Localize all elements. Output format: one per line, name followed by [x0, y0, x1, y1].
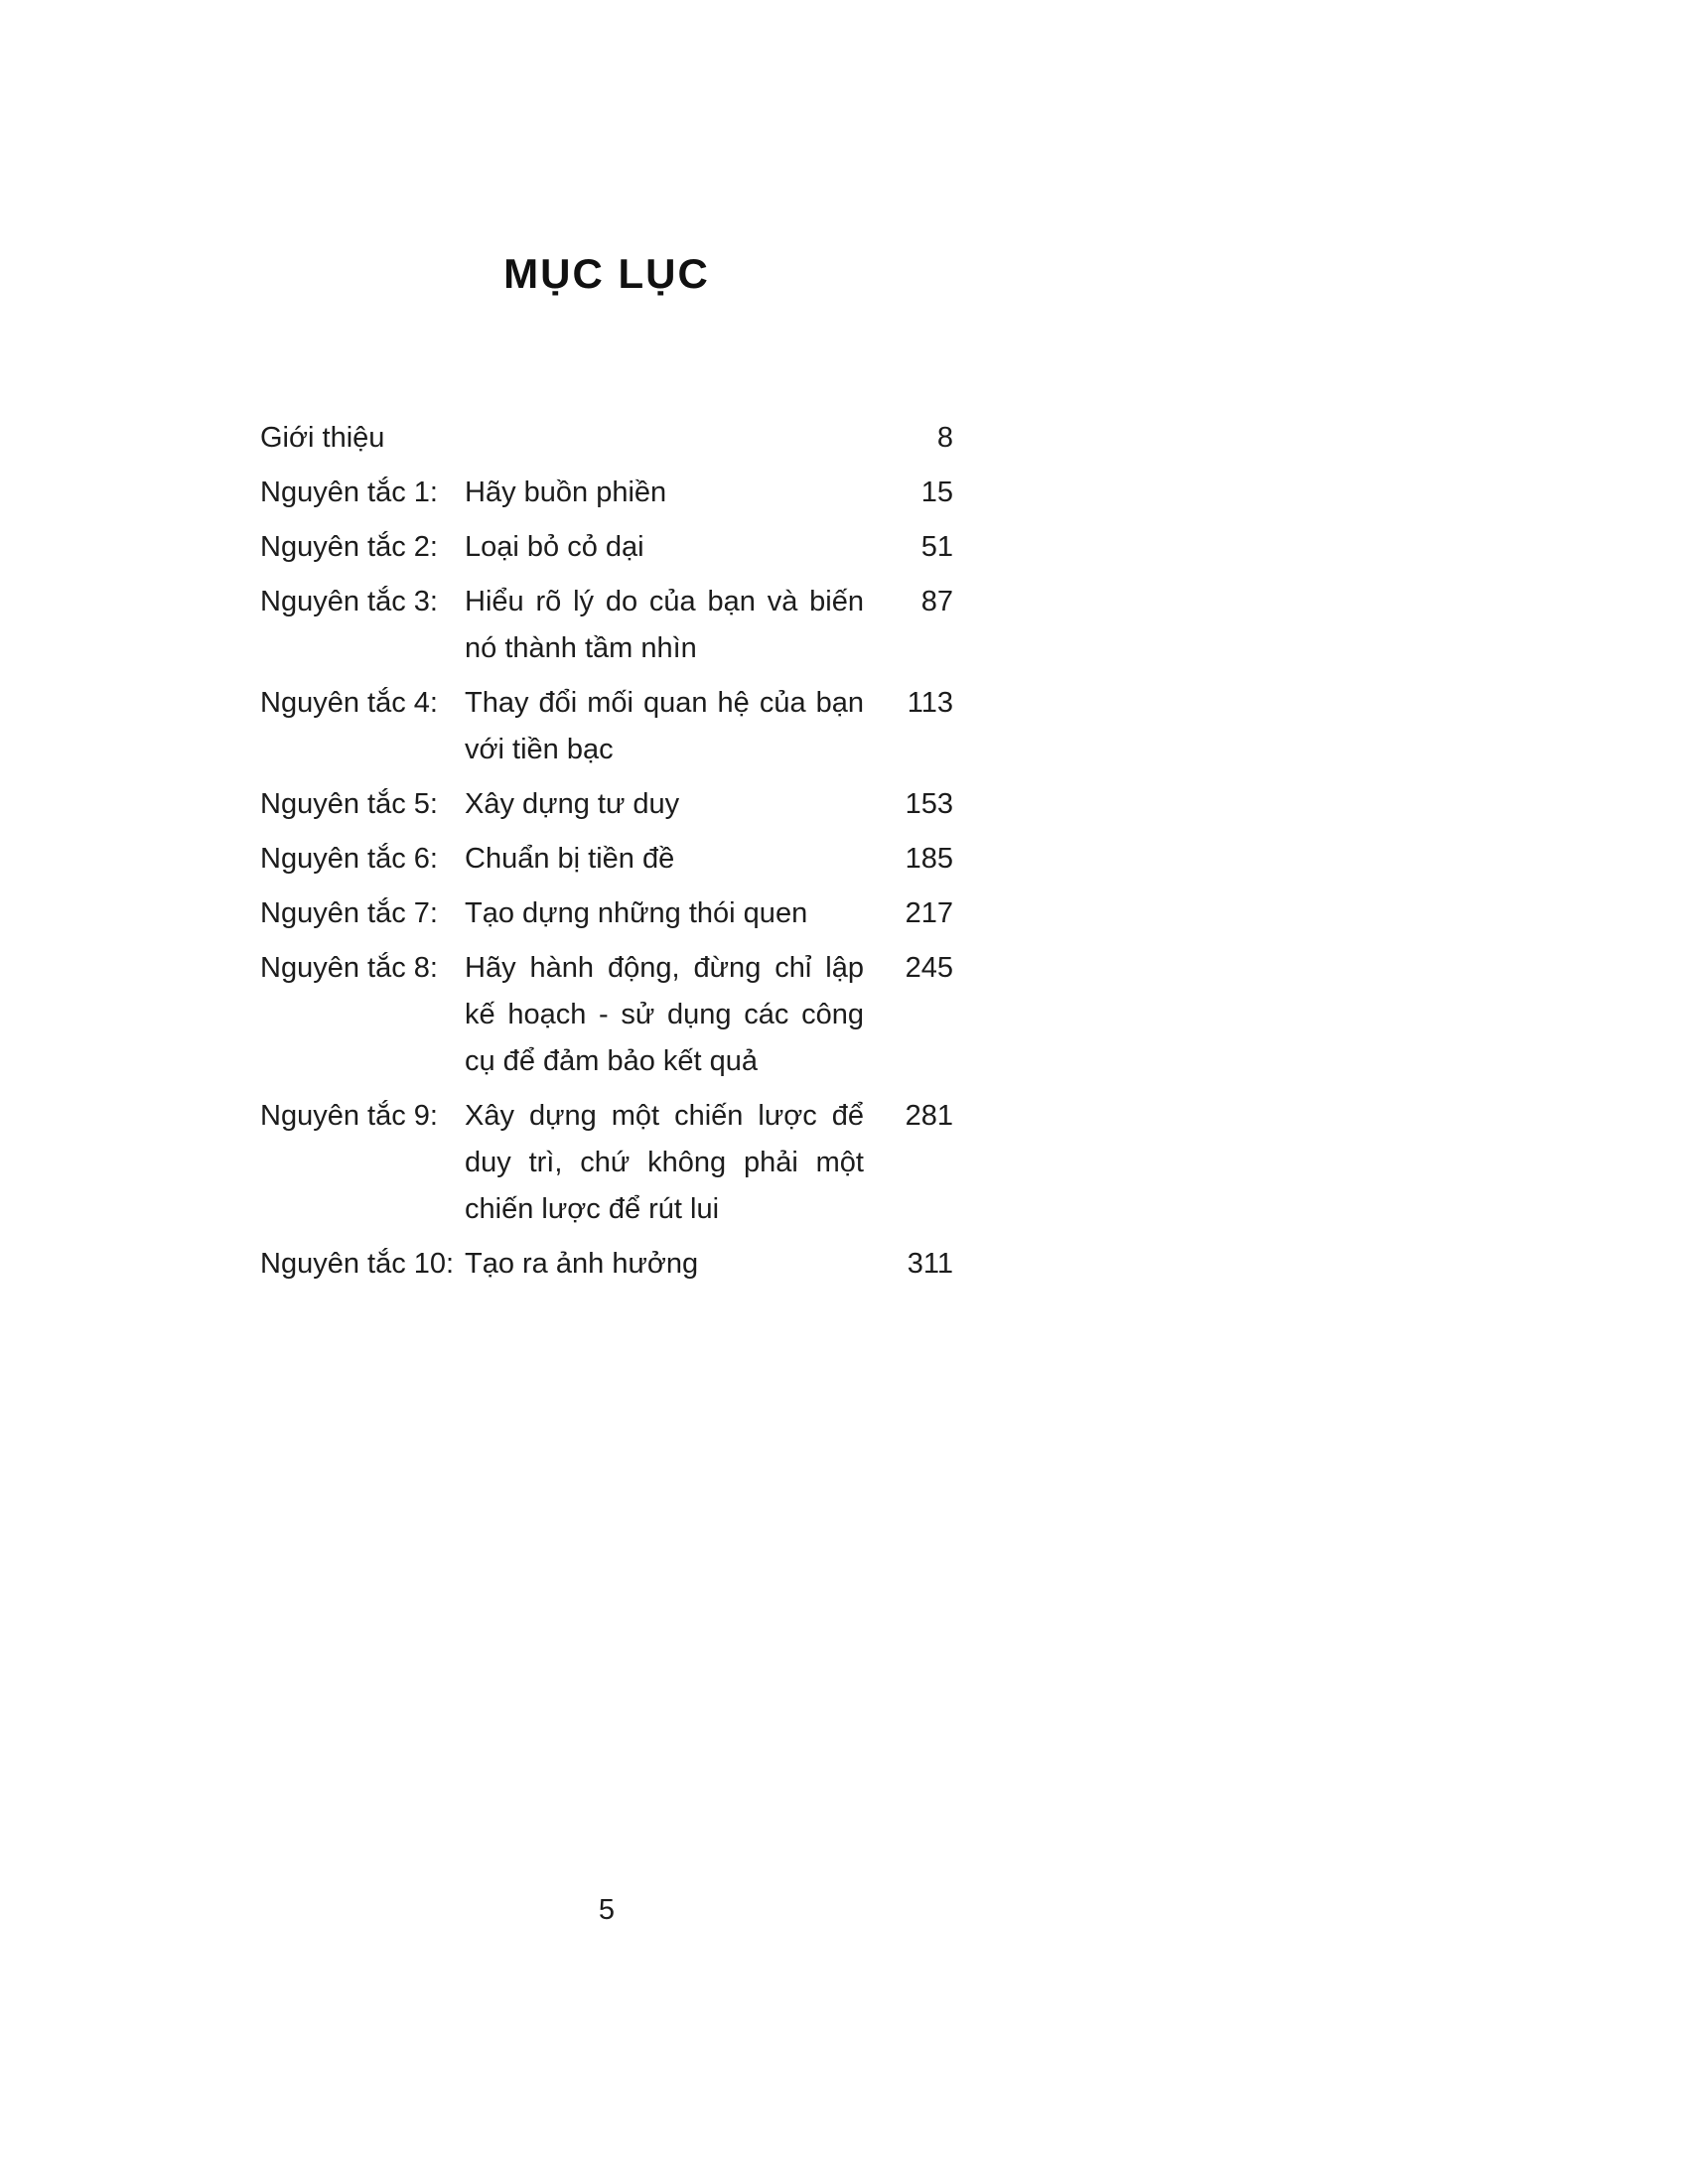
- page-number: 5: [598, 1894, 616, 1926]
- toc-entry-label: Nguyên tắc 10:: [260, 1247, 455, 1280]
- toc-entry-page: 217: [905, 896, 953, 929]
- toc-entry-title: Xây dựng một chiến lược để duy trì, chứ không phải một chiến lược để rút lui: [465, 1099, 864, 1225]
- toc-entry-page: 281: [905, 1099, 953, 1132]
- toc-entry: [260, 470, 953, 516]
- toc-entry: [260, 524, 953, 571]
- page-title: MỤC LỤC: [503, 250, 710, 297]
- toc-entry-page: 153: [905, 787, 953, 820]
- toc-entry: [260, 680, 953, 773]
- toc-entry: [260, 1093, 953, 1233]
- toc-entry-title: Chuẩn bị tiền đề: [465, 842, 675, 875]
- toc-entry-label: Nguyên tắc 8:: [260, 951, 438, 984]
- toc-list: [260, 415, 953, 1287]
- toc-entry: [260, 415, 953, 462]
- toc-entry: [260, 836, 953, 883]
- toc-entry-title: Hãy buồn phiền: [465, 476, 667, 508]
- toc-entry-page: 8: [936, 422, 953, 454]
- toc-entry-title: Thay đổi mối quan hệ của bạn với tiền bạc: [465, 686, 864, 765]
- toc-entry-page: 15: [920, 476, 953, 508]
- toc-entry: [260, 781, 953, 828]
- toc-entry-page: 87: [920, 585, 953, 617]
- toc-entry-page: 311: [907, 1247, 953, 1280]
- toc-entry-page: 113: [907, 686, 953, 719]
- toc-entry-page: 51: [920, 530, 953, 563]
- toc-entry: [260, 1241, 953, 1288]
- toc-entry-label: Nguyên tắc 1:: [260, 476, 438, 508]
- toc-entry-title: Tạo ra ảnh hưởng: [465, 1247, 699, 1280]
- toc-entry-title: Loại bỏ cỏ dại: [465, 530, 644, 563]
- toc-entry-label: Nguyên tắc 5:: [260, 787, 438, 820]
- toc-entry: [260, 579, 953, 672]
- toc-entry-title: Tạo dựng những thói quen: [465, 896, 808, 929]
- toc-entry-label: Nguyên tắc 7:: [260, 896, 438, 929]
- toc-entry-title: Xây dựng tư duy: [465, 787, 680, 820]
- toc-content: [260, 250, 953, 1295]
- toc-entry-title: Hãy hành động, đừng chỉ lập kế hoạch - sử dụng các công cụ để đảm bảo kết quả: [465, 951, 864, 1077]
- toc-entry: [260, 945, 953, 1085]
- toc-entry-label: Nguyên tắc 6:: [260, 842, 438, 875]
- toc-entry-title: Hiểu rõ lý do của bạn và biến nó thành tầm nhìn: [465, 585, 864, 664]
- toc-entry-label: Nguyên tắc 3:: [260, 585, 438, 617]
- toc-entry-label: Nguyên tắc 2:: [260, 530, 438, 563]
- toc-entry-page: 185: [905, 842, 953, 875]
- toc-entry-label: Nguyên tắc 9:: [260, 1099, 438, 1132]
- toc-entry-label: Nguyên tắc 4:: [260, 686, 438, 719]
- toc-entry: [260, 890, 953, 937]
- toc-entry-page: 245: [905, 951, 953, 984]
- toc-entry-label: Giới thiệu: [260, 422, 385, 454]
